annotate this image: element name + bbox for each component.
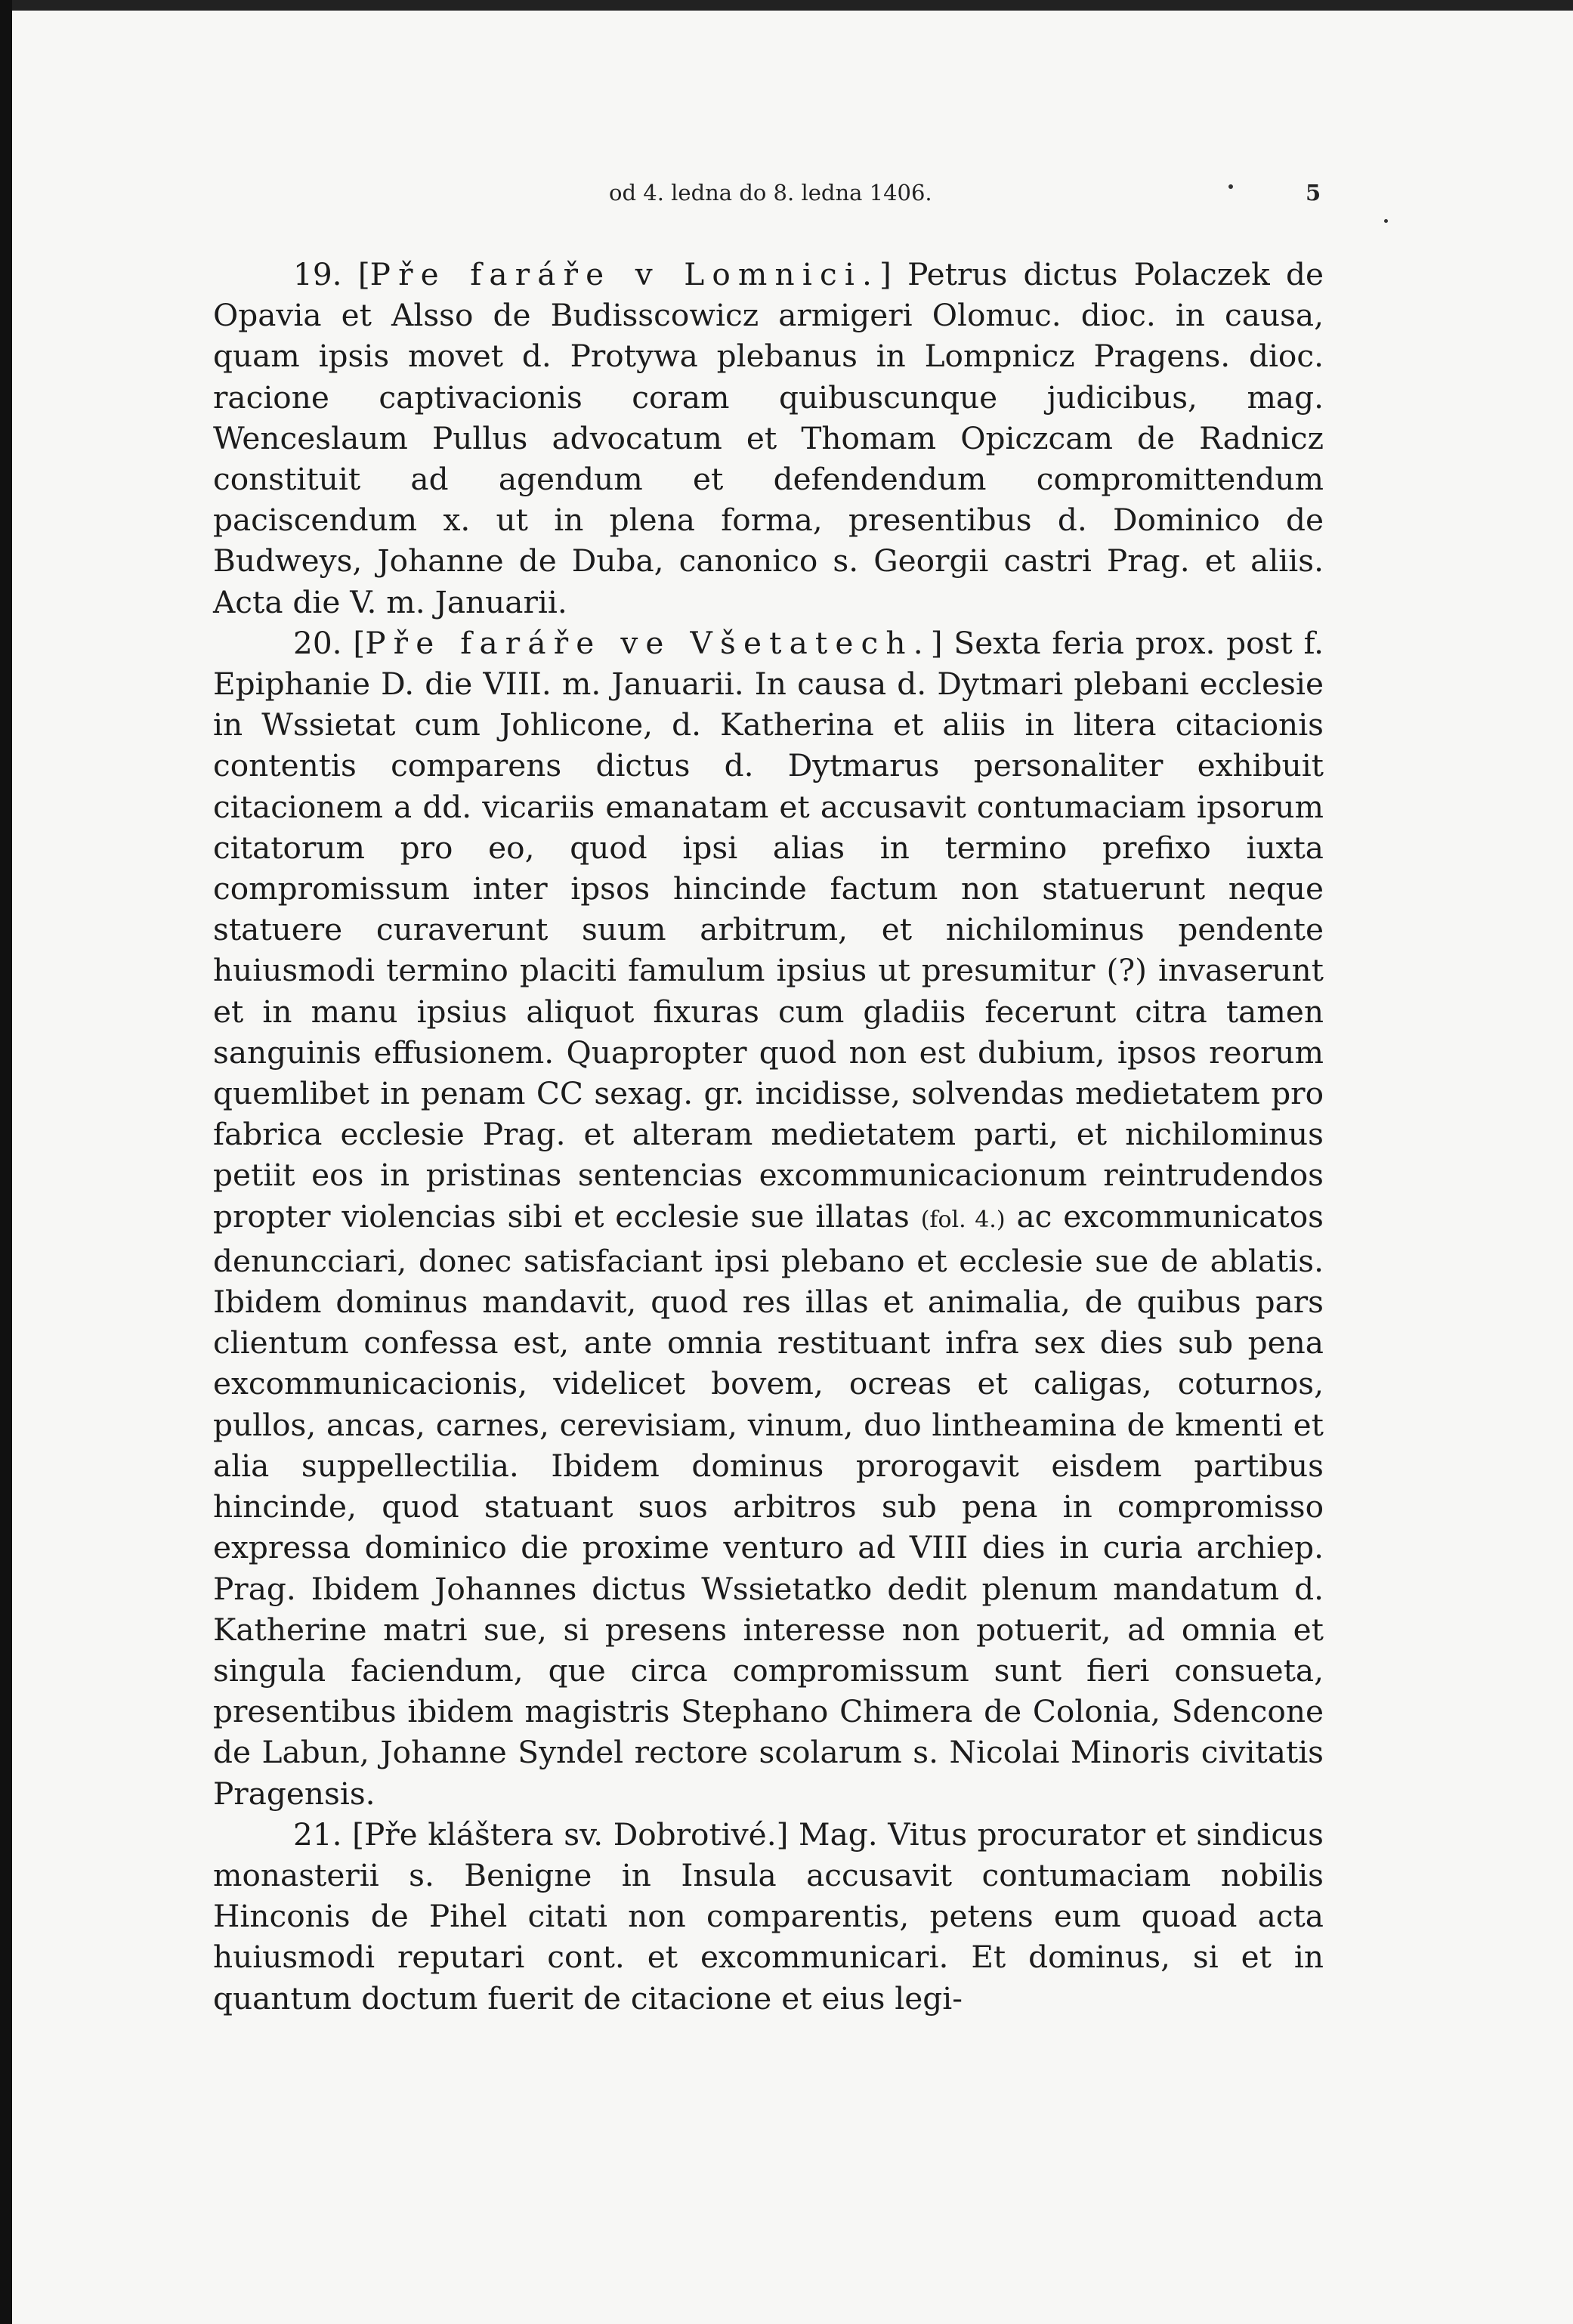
entry-heading-open: [ xyxy=(353,624,366,661)
main-text xyxy=(213,254,1324,2019)
entry-number: 21. xyxy=(293,1816,342,1853)
entry-heading-close: ] xyxy=(930,624,943,661)
entry-text: Sexta feria prox. post f. Epiphanie D. die VIII. m. Januarii. In causa d. Dytmari plebani ecclesie in Wssietat cum Johlicone, d. Katherina et aliis in litera citacionis contentis comparens dictus d. Dytmarus personaliter exhibuit citacionem a dd. vicariis emanatam et accusavit contumaciam ipsorum citatorum pro eo, quod ipsi alias in termino prefixo iuxta compromissum inter ipsos hincinde factum non statuerunt neque statuere curaverunt suum arbitrum, et nichilominus pendente huiusmodi termino placiti famulum ipsius ut presumitur (?) invaserunt et in manu ipsius aliquot fixuras cum gladiis fecerunt citra tamen sanguinis effusionem. Quapropter quod non est dubium, ipsos reorum quemlibet in penam CC sexag. gr. incidisse, solvendas medietatem pro fabrica ecclesie Prag. et alteram medietatem parti, et nichilominus petiit eos in pristinas sentencias excommunicacionum reintrudendos propter violencias sibi et ecclesie sue illatas xyxy=(213,624,1324,1235)
entry-heading: Pře faráře v Lomnici. xyxy=(369,256,880,292)
page-number: 5 xyxy=(1306,180,1321,206)
entry-text: Petrus dictus Polaczek de Opavia et Alsso de Budisscowicz armigeri Olomuc. dioc. in causa, quam ipsis movet d. Protywa plebanus in Lompnicz Pragens. dioc. racione captivacionis coram quibuscunque judicibus, mag. Wenceslaum Pullus advocatum et Thomam Opiczcam de Radnicz constituit ad agendum et defendendum compromittendum paciscendum x. ut in plena forma, presentibus d. Dominico de Budweys, Johanne de Duba, canonico s. Georgii castri Prag. et aliis. Acta die V. m. Januarii. xyxy=(213,256,1324,620)
entry-number: 20. xyxy=(293,624,342,661)
entry-heading-open: [ xyxy=(357,256,370,292)
print-speck xyxy=(1228,184,1233,189)
entry-20 xyxy=(213,623,1324,1814)
entry-number: 19. xyxy=(293,256,342,292)
entry-19 xyxy=(213,254,1324,623)
folio-marker: (fol. 4.) xyxy=(920,1206,1006,1233)
entry-heading: Pře kláštera sv. Dobrotivé. xyxy=(363,1816,777,1853)
entry-heading-close: ] xyxy=(879,256,892,292)
entry-heading-open: [ xyxy=(352,1816,364,1853)
entry-21 xyxy=(213,1814,1324,2019)
entry-text: Mag. Vitus procurator et sindicus monasterii s. Benigne in Insula accusavit contumaciam nobilis Hinconis de Pihel citati non comparentis, petens eum quoad acta huiusmodi reputari cont. et excommunicari. Et dominus, si et in quantum doctum fuerit de citacione et eius legi- xyxy=(213,1816,1324,2017)
running-title: od 4. ledna do 8. ledna 1406. xyxy=(609,180,932,206)
entry-text-continued: ac excommunicatos denuncciari, donec satisfaciant ipsi plebano et ecclesie sue de ablatis. Ibidem dominus mandavit, quod res illas et animalia, de quibus pars clientum confessa est, ante omnia restituant infra sex dies sub pena excommunicacionis, videlicet bovem, ocreas et caligas, coturnos, pullos, ancas, carnes, cerevisiam, vinum, duo lintheamina de kmenti et alia suppellectilia. Ibidem dominus prorogavit eisdem partibus hincinde, quod statuant suos arbitros sub pena in compromisso expressa dominico die proxime venturo ad VIII dies in curia archiep. Prag. Ibidem Johannes dictus Wssietatko dedit plenum mandatum d. Katherine matri sue, si presens interesse non potuerit, ad omnia et singula faciendum, que circa compromissum sunt fieri consueta, presentibus ibidem magistris Stephano Chimera de Colonia, Sdencone de Labun, Johanne Syndel rectore scolarum s. Nicolai Minoris civitatis Pragensis. xyxy=(213,1198,1324,1812)
scan-left-edge xyxy=(0,0,12,2324)
scan-top-edge xyxy=(0,0,1573,11)
print-speck xyxy=(1384,219,1388,223)
entry-heading: Pře faráře ve Všetatech. xyxy=(365,624,931,661)
entry-heading-close: ] xyxy=(776,1816,789,1853)
